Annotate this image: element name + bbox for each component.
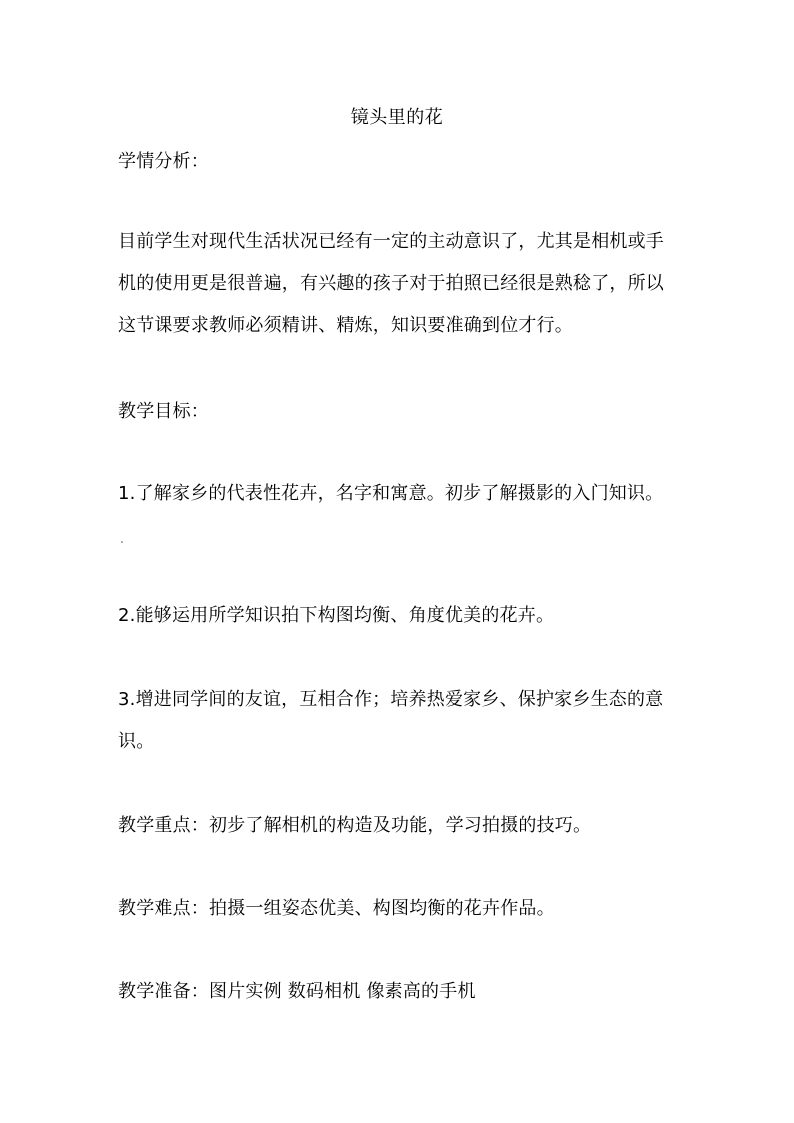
paragraph-line: 机的使用更是很普遍，有兴趣的孩子对于拍照已经很是熟稔了，所以 [118,273,664,294]
goal-item-2: 2.能够运用所学知识拍下构图均衡、角度优美的花卉。 [118,605,555,626]
goal-item-1: 1.了解家乡的代表性花卉，名字和寓意。初步了解摄影的入门知识。 [118,483,664,504]
teaching-key-point: 教学重点：初步了解相机的构造及功能，学习拍摄的技巧。 [118,815,592,836]
goal-item-3-continued: 识。 [118,731,155,752]
goal-item-3: 3.增进同学间的友谊，互相合作；培养热爱家乡、保护家乡生态的意 [118,689,664,710]
teaching-difficulty: 教学难点：拍摄一组姿态优美、构图均衡的花卉作品。 [118,898,555,919]
section-heading-teaching-goals: 教学目标： [118,401,209,422]
section-heading-learning-analysis: 学情分析： [118,151,209,172]
document-title: 镜头里的花 [350,107,444,128]
paragraph-line: 目前学生对现代生活状况已经有一定的主动意识了，尤其是相机或手 [118,231,664,252]
paragraph-line: 这节课要求教师必须精讲、精炼，知识要准确到位才行。 [118,315,573,336]
stray-mark [121,541,123,543]
teaching-preparation: 教学准备：图片实例 数码相机 像素高的手机 [118,981,476,1002]
